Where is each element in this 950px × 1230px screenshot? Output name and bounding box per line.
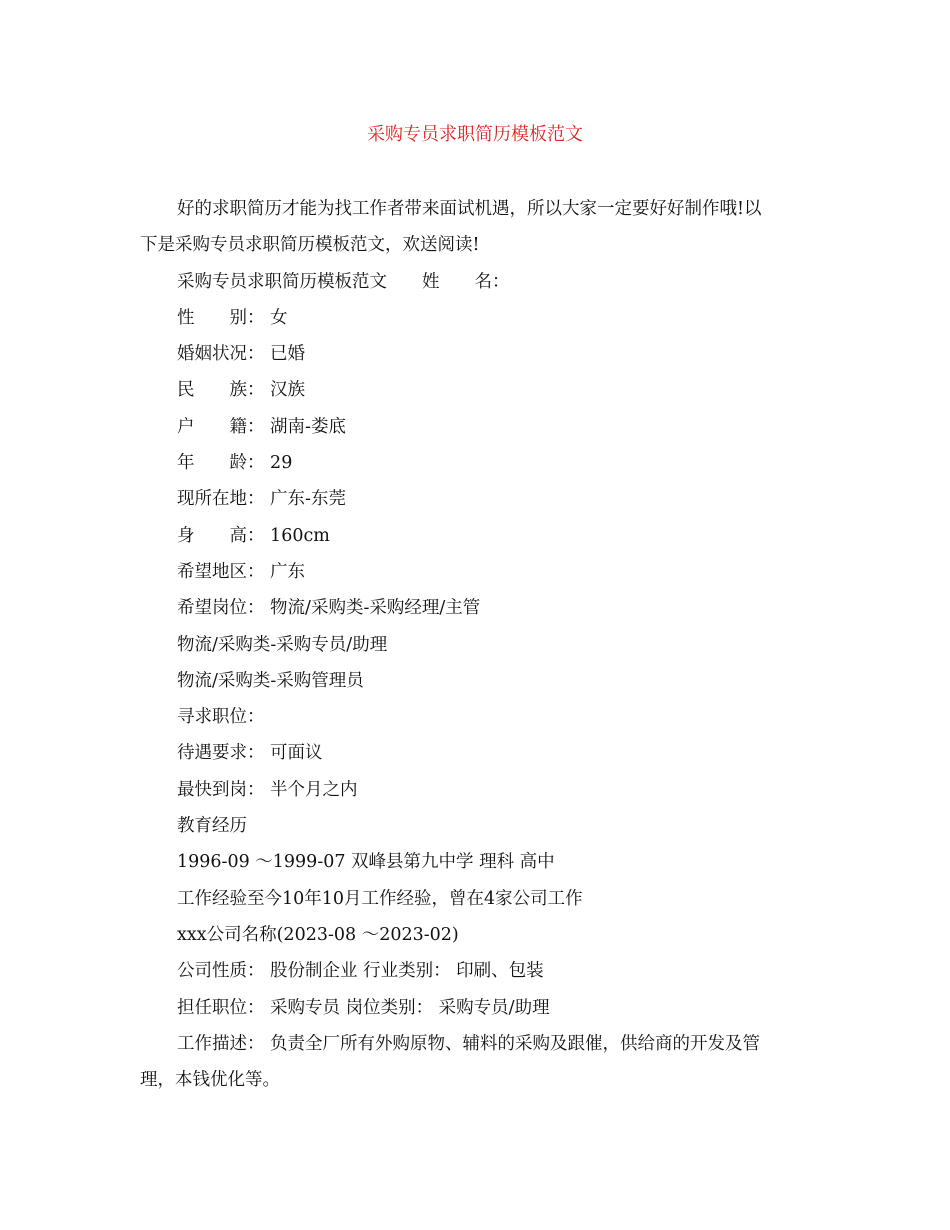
education-heading: 教育经历 [177, 816, 247, 837]
marital-status-line: 婚姻状况： 已婚 [177, 344, 306, 365]
ethnicity-line: 民 族： 汉族 [177, 380, 306, 401]
desired-region-line: 希望地区： 广东 [177, 561, 306, 582]
desired-position-line-2: 物流/采购类-采购专员/助理 [177, 634, 388, 655]
resume-name-line: 采购专员求职简历模板范文 姓 名： [177, 271, 510, 292]
current-location-line: 现所在地： 广东-东莞 [177, 489, 346, 510]
company-nature-line: 公司性质： 股份制企业 行业类别： 印刷、包装 [177, 961, 544, 982]
desired-position-line: 希望岗位： 物流/采购类-采购经理/主管 [177, 598, 481, 619]
document-body [140, 191, 808, 1098]
job-title-line: 担任职位： 采购专员 岗位类别： 采购专员/助理 [177, 997, 550, 1018]
document-title: 采购专员求职简历模板范文 [367, 124, 583, 145]
intro-paragraph-line-2: 下是采购专员求职简历模板范文，欢送阅读! [140, 235, 480, 256]
seeking-position-line: 寻求职位： [177, 707, 265, 728]
education-entry: 1996-09 ～1999-07 双峰县第九中学 理科 高中 [177, 852, 555, 873]
height-line: 身 高： 160cm [177, 525, 330, 546]
gender-line: 性 别： 女 [177, 307, 288, 328]
age-line: 年 龄： 29 [177, 453, 293, 474]
job-description-line-1: 工作描述： 负责全厂所有外购原物、辅料的采购及跟催，供给商的开发及管 [177, 1033, 761, 1054]
job-description-line-2: 理，本钱优化等。 [140, 1070, 280, 1091]
company-name-line: xxx公司名称(2023-08 ～2023-02) [177, 924, 459, 945]
earliest-start-line: 最快到岗： 半个月之内 [177, 779, 358, 800]
intro-paragraph-line-1: 好的求职简历才能为找工作者带来面试机遇，所以大家一定要好好制作哦!以 [177, 199, 762, 219]
desired-position-line-3: 物流/采购类-采购管理员 [177, 670, 364, 691]
work-experience-summary: 工作经验至今10年10月工作经验，曾在4家公司工作 [177, 888, 583, 909]
household-registration-line: 户 籍： 湖南-娄底 [177, 416, 346, 437]
salary-requirement-line: 待遇要求： 可面议 [177, 743, 323, 764]
